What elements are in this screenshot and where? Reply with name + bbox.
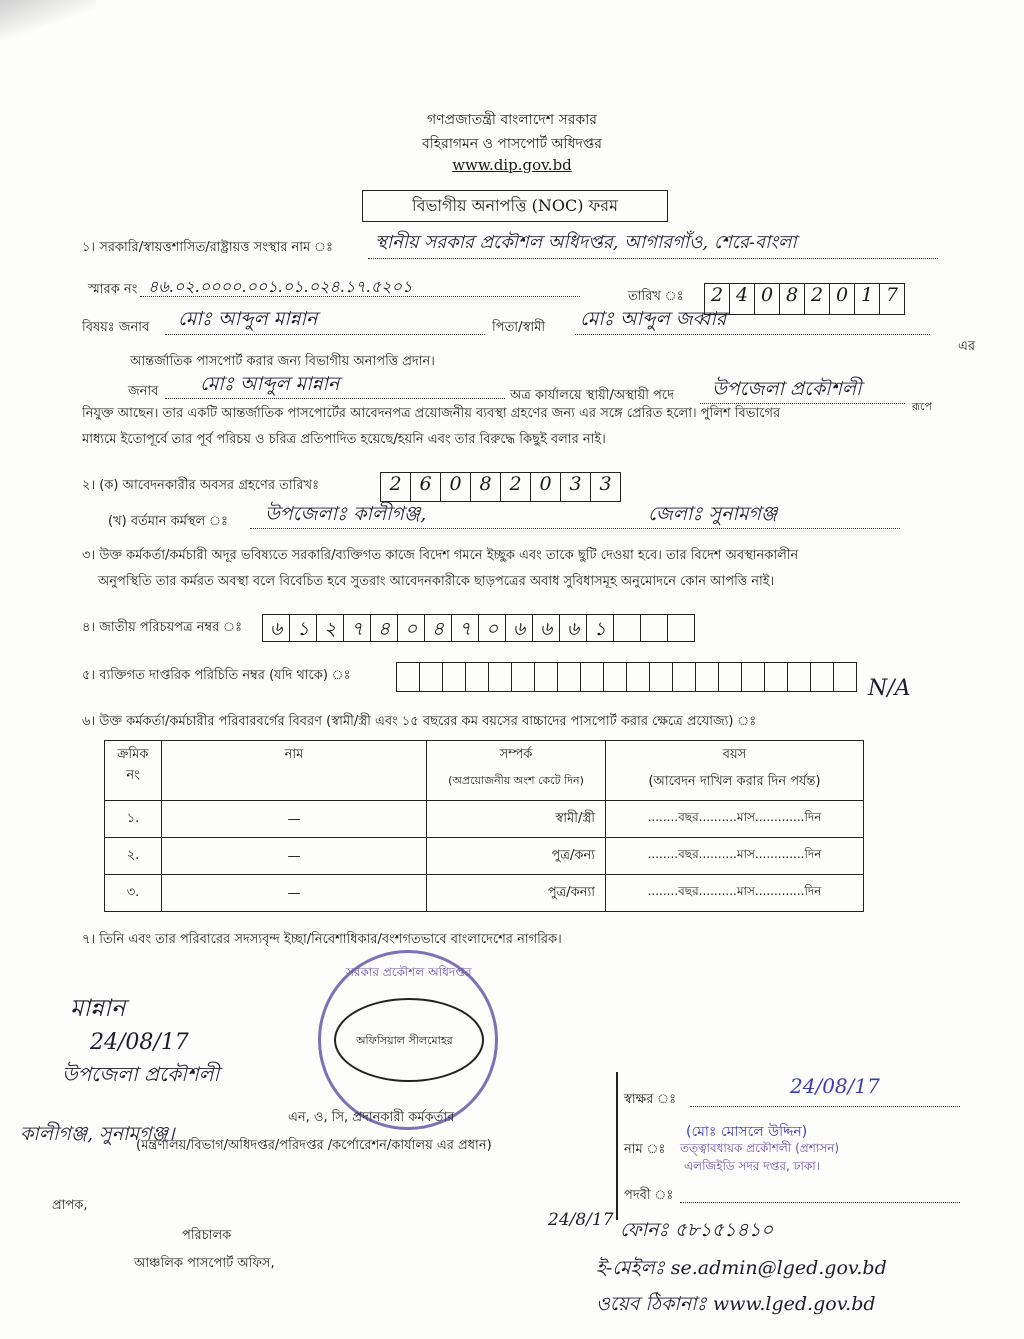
col-serial-label: ক্রমিক নং (117, 747, 149, 783)
official-id-cell (650, 663, 673, 691)
contact-website: ওয়েব ঠিকানাঃ www.lged.gov.bd (596, 1293, 876, 1315)
col-age-label: বয়স (722, 747, 747, 762)
official-id-cell (765, 663, 788, 691)
s3-line-2: অনুপস্থিতি তার কর্মরত অবস্থা বলে বিবেচিত হবে সুতরাং আবেদনকারীকে ছাড়পত্রের অবাধ সুবিধাসমূহ অনুমোদনে কোন আপত্তি নাই। (98, 574, 775, 589)
signature-line (690, 1106, 960, 1107)
father-line (575, 334, 930, 335)
row-relation: স্বামী/স্ত্রী (427, 801, 606, 838)
row-relation: পুত্র/কন্য (427, 838, 606, 875)
father-name-handwritten: মোঃ আব্দুল জব্বার (580, 308, 727, 330)
workplace-line (250, 528, 900, 529)
row-age: ........বছর..........মাস.............দিন (606, 875, 864, 912)
dept-title: বহিরাগমন ও পাসপোর্ট অধিদপ্তর (421, 136, 603, 152)
workplace-handwritten: উপজেলাঃ কালীগঞ্জ, (265, 503, 427, 525)
row-age: ........বছর..........মাস.............দিন (606, 801, 864, 838)
col-relation (427, 741, 606, 801)
official-id-label: ৫। ব্যক্তিগত দাপ্তরিক পরিচিতি নম্বর (যদি থাকে) ঃ (82, 668, 351, 683)
retire-digit: 2 (381, 473, 411, 501)
retire-digit: 3 (599, 473, 612, 495)
table-row (105, 801, 864, 838)
official-id-cell (397, 663, 420, 691)
designation-line (680, 1202, 960, 1203)
district-handwritten: জেলাঃ সুনামগঞ্জ (648, 503, 778, 525)
official-id-cell (512, 663, 535, 691)
nid-label: ৪। জাতীয় পরিচয়পত্র নম্বর ঃ (82, 620, 243, 635)
official-id-cell (834, 663, 856, 691)
table-row (105, 838, 864, 875)
col-serial (105, 741, 162, 801)
official-id-cell (466, 663, 489, 691)
official-id-cell (489, 663, 512, 691)
recipient-director: পরিচালক (182, 1228, 232, 1243)
table-header-row (105, 741, 864, 801)
post-handwritten: উপজেলা প্রকৌশলী (712, 378, 862, 400)
nid-digit (614, 615, 641, 641)
date-label: তারিখ ঃ (628, 289, 684, 304)
col-name: নাম (162, 741, 427, 801)
official-id-cell (443, 663, 466, 691)
nid-digit: ৬ (533, 615, 560, 641)
officer-stamp-name: (মোঃ মোসলে উদ্দিন) (686, 1124, 808, 1140)
nid-digit: ৪ (425, 615, 452, 641)
family-label: ৬। উক্ত কর্মকর্তা/কর্মচারীর পরিবারবর্গের বিবরণ (স্বামী/স্ত্রী এবং ১৫ বছরের কম বয়সের বাচ্চাদের পাসপোর্ট করার ক্ষেত্রে প্রযোজ্য) ঃ (82, 714, 757, 729)
official-id-cell (558, 663, 581, 691)
date-digit: 8 (780, 284, 805, 314)
retire-digit: 6 (411, 473, 441, 501)
row-serial: ১. (105, 801, 162, 838)
org-name-handwritten: স্থানীয় সরকার প্রকৌশল অধিদপ্তর, আগারগাঁও, শেরে-বাংলা (375, 232, 797, 253)
subject-line (165, 334, 485, 335)
er-text: এর (958, 339, 976, 354)
official-id-cell (535, 663, 558, 691)
name-label: নাম ঃ (624, 1142, 666, 1157)
recipient-label: প্রাপক, (52, 1198, 88, 1213)
seal-ring-text: সরকার প্রকৌশল অধিদপ্তর (346, 965, 472, 979)
nid-digit: ৬ (506, 615, 533, 641)
citizenship-statement: ৭। তিনি এবং তার পরিবারের সদস্যবৃন্দ ইচ্ছা/নিবেশাধিকার/বংশগতভাবে বাংলাদেশের নাগরিক। (82, 932, 562, 947)
date-digit: 2 (805, 284, 830, 314)
official-id-cell (627, 663, 650, 691)
nid-digit: ০ (479, 615, 506, 641)
retire-digit: 8 (471, 473, 501, 501)
left-sig-title: উপজেলা প্রকৌশলী (62, 1062, 220, 1086)
officer-stamp-office: এলজিইডি সদর দপ্তর, ঢাকা। (684, 1159, 821, 1173)
row-age: ........বছর..........মাস.............দিন (606, 838, 864, 875)
date-digit: 1 (855, 284, 880, 314)
nid-digit: ৪ (371, 615, 398, 641)
retire-digit: 0 (531, 473, 561, 501)
father-label: পিতা/স্বামী (492, 320, 546, 335)
noc-authority-line: (মন্ত্রণালয়/বিভাগ/অধিদপ্তর/পরিদপ্তর /কর্পোরেশন/কার্যালয় এর প্রধান) (136, 1138, 492, 1153)
row-name: — (162, 838, 427, 875)
nid-digit: ২ (317, 615, 344, 641)
left-sig-date: 24/08/17 (90, 1030, 189, 1055)
table-row (105, 875, 864, 912)
official-id-cell (742, 663, 765, 691)
subject-name-handwritten: মোঃ আব্দুল মান্নান (178, 308, 318, 330)
retire-boxes (380, 472, 621, 502)
memo-label: স্মারক নং (88, 282, 138, 297)
s3-line-1: ৩। উক্ত কর্মকর্তা/কর্মচারী অদূর ভবিষ্যতে সরকারি/ব্যক্তিগত কাজে বিদেশ গমনে ইচ্ছুক এবং তাকে ছুটি দেওয়া হবে। তার বিদেশ অবস্থানকালীন (82, 548, 799, 563)
col-age (606, 741, 864, 801)
official-id-cell (696, 663, 719, 691)
row-name: — (162, 875, 427, 912)
nid-digit: ৬ (263, 615, 290, 641)
rupe-text: রূপে (912, 400, 932, 413)
date-digit: 0 (755, 284, 780, 314)
contact-email: ই-মেইলঃ se.admin@lged.gov.bd (596, 1257, 887, 1279)
officer-signature-date: 24/08/17 (790, 1074, 880, 1098)
row-serial: ৩. (105, 875, 162, 912)
official-id-cell (719, 663, 742, 691)
date-digit: 0 (830, 284, 855, 314)
contact-phone: ফোনঃ ৫৮১৫১৪১০ (620, 1219, 774, 1241)
gov-title: গণপ্রজাতন্ত্রী বাংলাদেশ সরকার (427, 112, 597, 128)
contact-sig-date: 24/8/17 (548, 1210, 614, 1230)
nid-digit (641, 615, 668, 641)
date-digit: 4 (730, 284, 755, 314)
s1-label: ১। সরকারি/স্বায়ত্তশাসিত/রাষ্ট্রায়ত্ত সংস্থার নাম ঃ (82, 240, 333, 255)
memo-line (140, 296, 580, 297)
designation-label: পদবী ঃ (624, 1188, 674, 1203)
retire-digit: 3 (561, 473, 591, 501)
subject-label: বিষয়ঃ জনাব (82, 320, 150, 335)
date-digit: 2 (705, 284, 730, 314)
para-line-1: নিযুক্ত আছেন। তার একটি আন্তর্জাতিক পাসপোর্টের আবেদনপত্র প্রয়োজনীয় ব্যবস্থা গ্রহণের জন্য এর সঙ্গে প্রেরিত হলো। পুলিশ বিভাগের (82, 406, 781, 421)
date-digit: 7 (885, 284, 899, 306)
row-relation: পুত্র/কন্যা (427, 875, 606, 912)
signature-label: স্বাক্ষর ঃ (624, 1092, 677, 1107)
website-link[interactable]: www.dip.gov.bd (452, 156, 572, 174)
nid-digit: ৭ (344, 615, 371, 641)
nid-digit: ০ (398, 615, 425, 641)
janab-line (165, 398, 505, 399)
official-id-cell (811, 663, 834, 691)
office-text: অত্র কার্যালয়ে স্থায়ী/অস্থায়ী পদে (510, 388, 674, 403)
official-id-cell (673, 663, 696, 691)
recipient-office: আঞ্চলিক পাসপোর্ট অফিস, (134, 1256, 275, 1271)
nid-digit: ১ (290, 615, 317, 641)
officer-stamp-title: তত্ত্বাবধায়ক প্রকৌশলী (প্রশাসন) (680, 1141, 840, 1155)
official-id-boxes (396, 662, 857, 692)
noc-officer-line: এন, ও, সি, প্রদানকারী কর্মকর্তার (288, 1110, 455, 1125)
row-name: — (162, 801, 427, 838)
col-relation-note: (অপ্রয়োজনীয় অংশ কেটে দিন) (448, 774, 584, 787)
date-boxes (704, 283, 905, 315)
retire-digit: 0 (441, 473, 471, 501)
official-id-cell (604, 663, 627, 691)
sign-block-divider (616, 1072, 618, 1220)
left-signature: মান্নান (70, 994, 126, 1022)
seal-label: অফিসিয়াল সীলমোহর (356, 1034, 453, 1047)
nid-digit: ১ (587, 615, 614, 641)
official-id-na-handwritten: N/A (868, 676, 911, 701)
workplace-label: (খ) বর্তমান কর্মস্থল ঃ (108, 514, 228, 529)
page-edge (0, 0, 96, 40)
col-age-note: (আবেদন দাখিল করার দিন পর্যন্ত) (648, 774, 821, 789)
row-serial: ২. (105, 838, 162, 875)
nid-digit: ৬ (560, 615, 587, 641)
official-id-cell (788, 663, 811, 691)
janab-label: জনাব (128, 384, 159, 399)
memo-number: ৪৬.০২.০০০০.০০১.০১.০২৪.১৭.৫২০১ (148, 277, 413, 296)
para-line-2: মাধ্যমে ইতোপূর্বে তার পূর্ব পরিচয় ও চরিত্র প্রতিপাদিত হয়েছে/হয়নি এবং তার বিরুদ্ধে কিছুই বলার নাই। (82, 432, 606, 447)
nid-digit: ৭ (452, 615, 479, 641)
retire-label: ২। (ক) আবেদনকারীর অবসর গ্রহণের তারিখঃ (82, 478, 319, 493)
left-sig-place: কালীগঞ্জ, সুনামগঞ্জ। (20, 1123, 175, 1145)
janab-name-handwritten: মোঃ আব্দুল মান্নান (200, 373, 340, 395)
official-id-cell (581, 663, 604, 691)
form-title: বিভাগীয় অনাপত্তি (NOC) ফরম (362, 190, 668, 222)
family-table (104, 740, 864, 912)
nid-digit (668, 615, 694, 641)
col-relation-label: সম্পর্ক (499, 747, 533, 762)
retire-digit: 2 (501, 473, 531, 501)
intl-passport-line: আন্তর্জাতিক পাসপোর্ট করার জন্য বিভাগীয় অনাপত্তি প্রদান। (130, 354, 435, 369)
nid-boxes (262, 614, 695, 642)
official-id-cell (420, 663, 443, 691)
